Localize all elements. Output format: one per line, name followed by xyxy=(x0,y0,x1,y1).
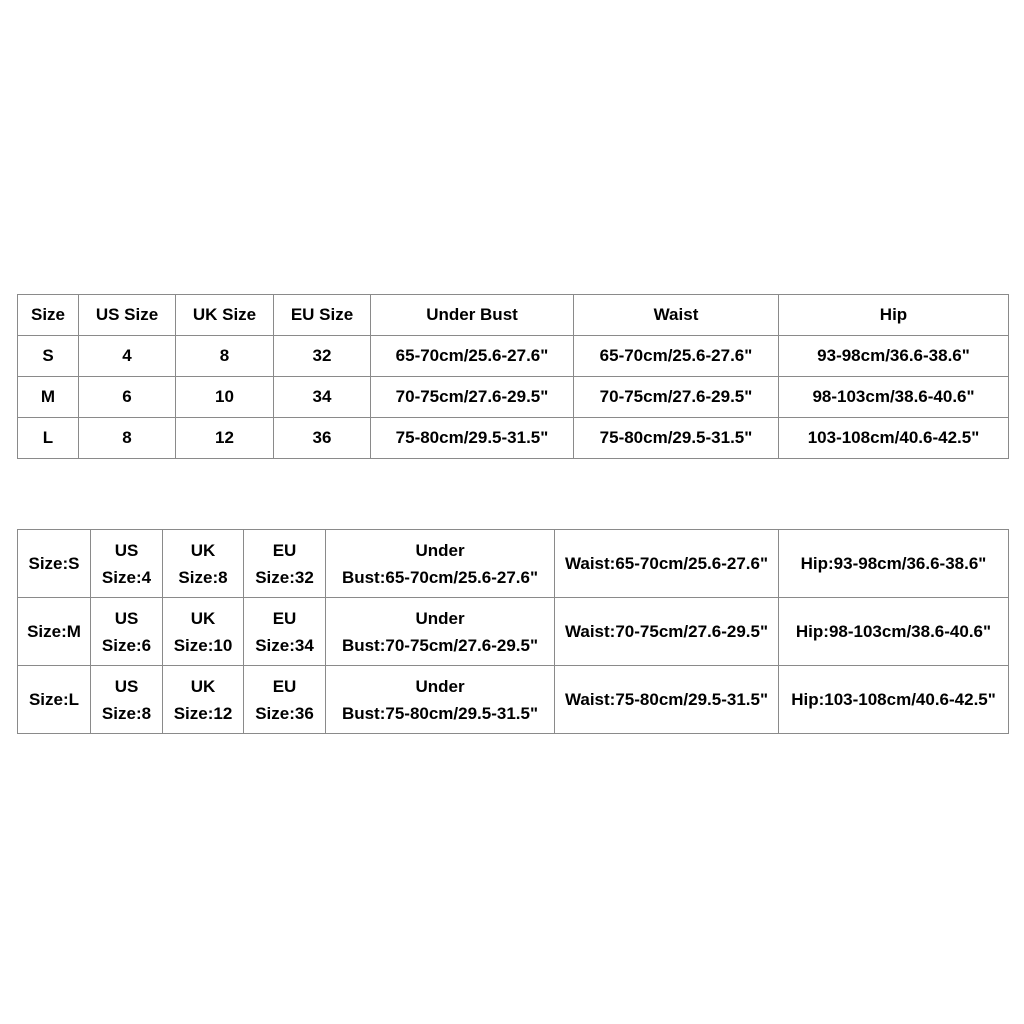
us-size-cell: US Size:8 xyxy=(91,666,163,734)
header-cell: Hip xyxy=(779,295,1009,336)
under-bust-cell: Under Bust:75-80cm/29.5-31.5" xyxy=(326,666,555,734)
size-detail-table xyxy=(17,529,1009,734)
under-bust-cell: Under Bust:70-75cm/27.6-29.5" xyxy=(326,598,555,666)
table-cell: 70-75cm/27.6-29.5" xyxy=(574,377,779,418)
eu-size-cell: EU Size:34 xyxy=(244,598,326,666)
table-row xyxy=(18,530,1009,598)
table-cell: 36 xyxy=(274,418,371,459)
table-cell: 12 xyxy=(176,418,274,459)
table-cell: 10 xyxy=(176,377,274,418)
header-cell: Waist xyxy=(574,295,779,336)
hip-cell: Hip:93-98cm/36.6-38.6" xyxy=(779,530,1009,598)
table-row xyxy=(18,377,1009,418)
table-cell: 103-108cm/40.6-42.5" xyxy=(779,418,1009,459)
table-cell: 8 xyxy=(79,418,176,459)
table-cell: 65-70cm/25.6-27.6" xyxy=(574,336,779,377)
header-cell: Size xyxy=(18,295,79,336)
us-size-cell: US Size:4 xyxy=(91,530,163,598)
table-cell: 6 xyxy=(79,377,176,418)
table-cell: 4 xyxy=(79,336,176,377)
table-row xyxy=(18,418,1009,459)
table-cell: 93-98cm/36.6-38.6" xyxy=(779,336,1009,377)
table-row xyxy=(18,666,1009,734)
table-cell: 65-70cm/25.6-27.6" xyxy=(371,336,574,377)
table-cell: 8 xyxy=(176,336,274,377)
uk-size-cell: UK Size:12 xyxy=(163,666,244,734)
table-cell: 70-75cm/27.6-29.5" xyxy=(371,377,574,418)
eu-size-cell: EU Size:32 xyxy=(244,530,326,598)
header-cell: US Size xyxy=(79,295,176,336)
under-bust-cell: Under Bust:65-70cm/25.6-27.6" xyxy=(326,530,555,598)
hip-cell: Hip:103-108cm/40.6-42.5" xyxy=(779,666,1009,734)
us-size-cell: US Size:6 xyxy=(91,598,163,666)
uk-size-cell: UK Size:10 xyxy=(163,598,244,666)
header-cell: UK Size xyxy=(176,295,274,336)
table-cell: L xyxy=(18,418,79,459)
size-cell: Size:S xyxy=(18,530,91,598)
header-cell: EU Size xyxy=(274,295,371,336)
table-cell: 75-80cm/29.5-31.5" xyxy=(574,418,779,459)
table-cell: 75-80cm/29.5-31.5" xyxy=(371,418,574,459)
waist-cell: Waist:65-70cm/25.6-27.6" xyxy=(555,530,779,598)
size-chart-table xyxy=(17,294,1009,459)
table-row xyxy=(18,336,1009,377)
table-header-row xyxy=(18,295,1009,336)
size-cell: Size:M xyxy=(18,598,91,666)
hip-cell: Hip:98-103cm/38.6-40.6" xyxy=(779,598,1009,666)
size-cell: Size:L xyxy=(18,666,91,734)
eu-size-cell: EU Size:36 xyxy=(244,666,326,734)
waist-cell: Waist:75-80cm/29.5-31.5" xyxy=(555,666,779,734)
table-cell: M xyxy=(18,377,79,418)
table-cell: S xyxy=(18,336,79,377)
table-cell: 32 xyxy=(274,336,371,377)
table-cell: 34 xyxy=(274,377,371,418)
header-cell: Under Bust xyxy=(371,295,574,336)
uk-size-cell: UK Size:8 xyxy=(163,530,244,598)
table-cell: 98-103cm/38.6-40.6" xyxy=(779,377,1009,418)
table-row xyxy=(18,598,1009,666)
waist-cell: Waist:70-75cm/27.6-29.5" xyxy=(555,598,779,666)
